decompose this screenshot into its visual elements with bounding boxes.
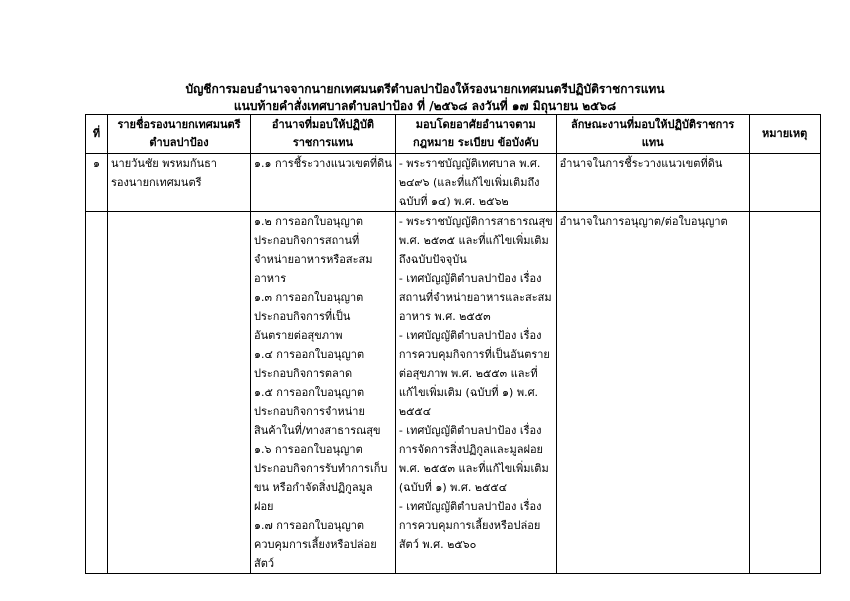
cell-line: สัตว์ <box>254 557 275 570</box>
cell-line: สินค้าในที่/ทางสาธารณสุข <box>254 424 381 437</box>
cell-line: - เทศบัญญัติตำบลปาป้อง เรื่อง <box>398 329 542 342</box>
cell-line: นายวันชัย พรหมกันธา <box>111 157 217 170</box>
cell-line: จำหน่ายอาหารหรือสะสม <box>254 253 373 266</box>
cell-line: - เทศบัญญัติตำบลปาป้อง เรื่อง <box>398 424 542 437</box>
cell-authority <box>251 212 396 574</box>
cell-line: ๑.๕ การออกใบอนุญาต <box>254 386 365 399</box>
cell-line: พ.ศ. ๒๕๓๕ และที่แก้ไขเพิ่มเติม <box>398 234 549 247</box>
header-authority: อำนาจที่มอบให้ปฏิบัติ ราชการแทน <box>251 115 396 154</box>
cell-line: (ฉบับที่ ๑) พ.ศ. ๒๕๕๔ <box>398 481 508 494</box>
cell-line: สัตว์ พ.ศ. ๒๕๖๐ <box>398 538 477 551</box>
cell-line: พ.ศ. ๒๕๕๓ และที่แก้ไขเพิ่มเติม <box>398 462 549 475</box>
cell-line: ประกอบกิจการรับทำการเก็บ <box>254 462 388 475</box>
cell-line: ๑.๔ การออกใบอนุญาต <box>254 348 365 361</box>
cell-line: ๒๔๙๖ (และที่แก้ไขเพิ่มเติมถึง <box>398 176 540 189</box>
delegation-table <box>85 114 821 574</box>
header-name: รายชื่อรองนายกเทศมนตรี ตำบลปาป้อง <box>108 115 251 154</box>
cell-line: รองนายกเทศมนตรี <box>111 176 202 189</box>
cell-duty <box>556 212 749 574</box>
cell-line: ๑.๓ การออกใบอนุญาต <box>254 291 364 304</box>
cell-law <box>395 212 556 574</box>
cell-line: ประกอบกิจการสถานที่ <box>254 234 360 247</box>
cell-remark <box>749 212 820 574</box>
cell-line: การจัดการสิ่งปฏิกูลและมูลฝอย <box>398 443 544 456</box>
cell-line: ถึงฉบับปัจจุบัน <box>398 253 467 266</box>
cell-line: ประกอบกิจการจำหน่าย <box>254 405 365 418</box>
cell-law <box>395 154 556 212</box>
cell-no <box>86 212 108 574</box>
cell-line: ขน หรือกำจัดสิ่งปฏิกูลมูล <box>254 481 373 494</box>
cell-line: อำนาจในการชี้ระวางแนวเขตที่ดิน <box>559 157 723 170</box>
header-remark: หมายเหตุ <box>749 115 820 154</box>
cell-line: อันตรายต่อสุขภาพ <box>254 329 343 342</box>
table-header-row <box>86 115 821 154</box>
cell-line: สถานที่จำหน่ายอาหารและสะสม <box>398 291 552 304</box>
cell-remark <box>749 154 820 212</box>
cell-line: - พระราชบัญญัติการสาธารณสุข <box>398 215 553 228</box>
header-duty: ลักษณะงานที่มอบให้ปฏิบัติราชการ แทน <box>556 115 749 154</box>
document-title: บัญชีการมอบอำนาจจากนายกเทศมนตรีตำบลปาป้องให้รองนายกเทศมนตรีปฏิบัติราชการแทน <box>185 82 665 96</box>
cell-name <box>108 154 251 212</box>
cell-line: ประกอบกิจการที่เป็น <box>254 310 351 323</box>
header-law: มอบโดยอาศัยอำนาจตาม กฎหมาย ระเบียบ ข้อบังคับ <box>395 115 556 154</box>
cell-line: - เทศบัญญัติตำบลปาป้อง เรื่อง <box>398 272 542 285</box>
cell-line: ประกอบกิจการตลาด <box>254 367 353 380</box>
cell-line: ต่อสุขภาพ พ.ศ. ๒๕๕๓ และที่ <box>398 367 538 380</box>
cell-line: แก้ไขเพิ่มเติม (ฉบับที่ ๑) พ.ศ. <box>398 386 539 399</box>
cell-line: ๑.๒ การออกใบอนุญาต <box>254 215 364 228</box>
cell-authority <box>251 154 396 212</box>
cell-line: ฝอย <box>254 500 274 513</box>
table-row <box>86 212 821 574</box>
cell-line: - เทศบัญญัติตำบลปาป้อง เรื่อง <box>398 500 542 513</box>
cell-line: ๒๕๕๔ <box>398 405 432 418</box>
cell-no: ๑ <box>86 154 108 212</box>
document-subtitle: แนบท้ายคำสั่งเทศบาลตำบลปาป้อง ที่ /๒๕๖๘ ลงวันที่ ๑๗ มิถุนายน ๒๕๖๘ <box>233 99 617 113</box>
cell-line: อำนาจในการอนุญาต/ต่อใบอนุญาต <box>559 215 728 228</box>
cell-line: อาหาร <box>254 272 287 285</box>
cell-line: การควบคุมกิจการที่เป็นอันตราย <box>398 348 550 361</box>
cell-line: ๑.๑ การชี้ระวางแนวเขตที่ดิน <box>254 157 392 170</box>
cell-line: ๑.๖ การออกใบอนุญาต <box>254 443 363 456</box>
cell-line: อาหาร พ.ศ. ๒๕๕๓ <box>398 310 491 323</box>
cell-line: - พระราชบัญญัติเทศบาล พ.ศ. <box>398 157 541 170</box>
header-no: ที่ <box>86 115 108 154</box>
cell-line: ๑.๗ การออกใบอนุญาต <box>254 519 365 532</box>
cell-line: ควบคุมการเลี้ยงหรือปล่อย <box>254 538 377 551</box>
table-row <box>86 154 821 212</box>
cell-line: ฉบับที่ ๑๔) พ.ศ. ๒๕๖๒ <box>398 195 509 208</box>
cell-duty <box>556 154 749 212</box>
cell-name <box>108 212 251 574</box>
cell-line: การควบคุมการเลี้ยงหรือปล่อย <box>398 519 541 532</box>
